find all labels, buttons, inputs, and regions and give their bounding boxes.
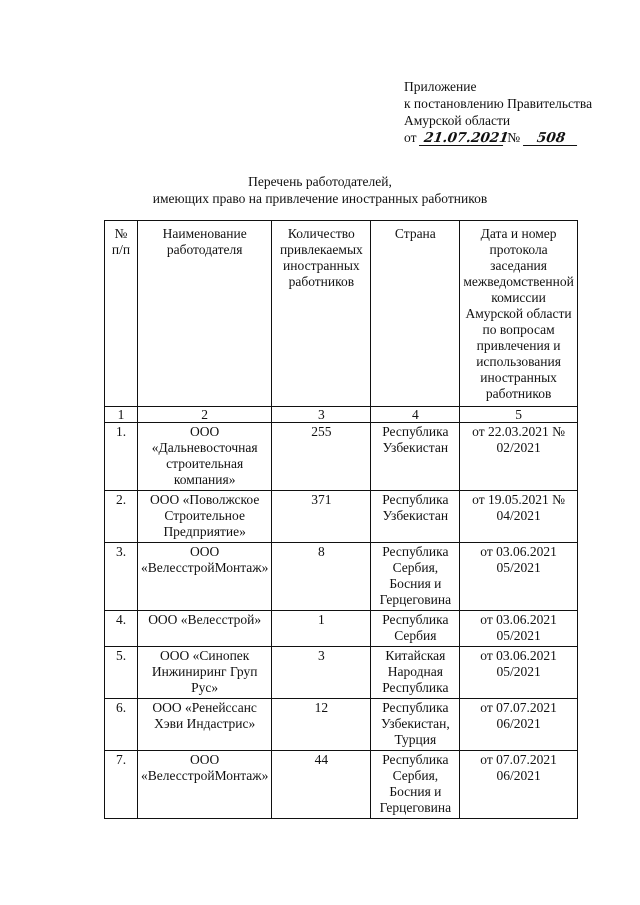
row-number: 4. [105, 611, 138, 647]
header-country: Страна [371, 221, 460, 407]
country: Китайская Народная Республика [371, 647, 460, 699]
handwritten-number: 508 [522, 131, 578, 146]
worker-count: 12 [272, 699, 371, 751]
protocol: от 03.06.2021 05/2021 [460, 647, 577, 699]
table-row [105, 611, 578, 647]
appendix-region: Амурской области [404, 113, 511, 128]
country: Республика Узбекистан [371, 491, 460, 543]
appendix-title: Приложение [404, 79, 477, 94]
document-title [0, 173, 640, 207]
country: Республика Узбекистан [371, 423, 460, 491]
protocol: от 07.07.2021 06/2021 [460, 751, 577, 819]
appendix-date-number [404, 129, 592, 146]
country: Республика Сербия, Босния и Герцеговина [371, 543, 460, 611]
protocol: от 03.06.2021 05/2021 [460, 611, 577, 647]
employer-name: ООО «Дальневосточная строительная компания» [138, 423, 272, 491]
header-number: № п/п [105, 221, 138, 407]
row-number: 7. [105, 751, 138, 819]
handwritten-date: 21.07.2021 [419, 131, 505, 146]
country: Республика Сербия, Босния и Герцеговина [371, 751, 460, 819]
title-line-2: имеющих право на привлечение иностранных работников [152, 191, 488, 206]
employer-name: ООО «Поволжское Строительное Предприятие» [138, 491, 272, 543]
table-row [105, 491, 578, 543]
column-number: 4 [371, 407, 460, 423]
column-number: 5 [460, 407, 577, 423]
worker-count: 255 [272, 423, 371, 491]
protocol: от 22.03.2021 № 02/2021 [460, 423, 577, 491]
country: Республика Сербия [371, 611, 460, 647]
worker-count: 8 [272, 543, 371, 611]
title-line-1: Перечень работодателей, [248, 174, 392, 189]
worker-count: 44 [272, 751, 371, 819]
column-number: 2 [138, 407, 272, 423]
country: Республика Узбекистан, Турция [371, 699, 460, 751]
table-row [105, 423, 578, 491]
employer-name: ООО «Синопек Инжиниринг Груп Рус» [138, 647, 272, 699]
row-number: 6. [105, 699, 138, 751]
header-employer: Наименование работодателя [138, 221, 272, 407]
column-number: 3 [272, 407, 371, 423]
employer-name: ООО «Велесстрой» [138, 611, 272, 647]
table-row [105, 751, 578, 819]
table-row [105, 647, 578, 699]
appendix-block [404, 78, 592, 146]
row-number: 2. [105, 491, 138, 543]
row-number: 3. [105, 543, 138, 611]
table-row [105, 543, 578, 611]
row-number: 5. [105, 647, 138, 699]
table-row [105, 699, 578, 751]
protocol: от 07.07.2021 06/2021 [460, 699, 577, 751]
row-number: 1. [105, 423, 138, 491]
number-label: № [507, 130, 521, 145]
header-count: Количество привлекаемых иностранных работников [272, 221, 371, 407]
header-protocol: Дата и номер протокола заседания межведомственной комиссии Амурской области по вопросам привлечения и использования иностранных работников [460, 221, 577, 407]
protocol: от 03.06.2021 05/2021 [460, 543, 577, 611]
column-number-row [105, 407, 578, 423]
employer-name: ООО «Ренейссанс Хэви Индастрис» [138, 699, 272, 751]
table-header-row [105, 221, 578, 407]
employers-table [104, 220, 578, 819]
from-label: от [404, 130, 417, 145]
employer-name: ООО «ВелесстройМонтаж» [138, 543, 272, 611]
protocol: от 19.05.2021 № 04/2021 [460, 491, 577, 543]
worker-count: 371 [272, 491, 371, 543]
worker-count: 1 [272, 611, 371, 647]
appendix-decree-ref: к постановлению Правительства [404, 96, 593, 111]
worker-count: 3 [272, 647, 371, 699]
employer-name: ООО «ВелесстройМонтаж» [138, 751, 272, 819]
column-number: 1 [105, 407, 138, 423]
